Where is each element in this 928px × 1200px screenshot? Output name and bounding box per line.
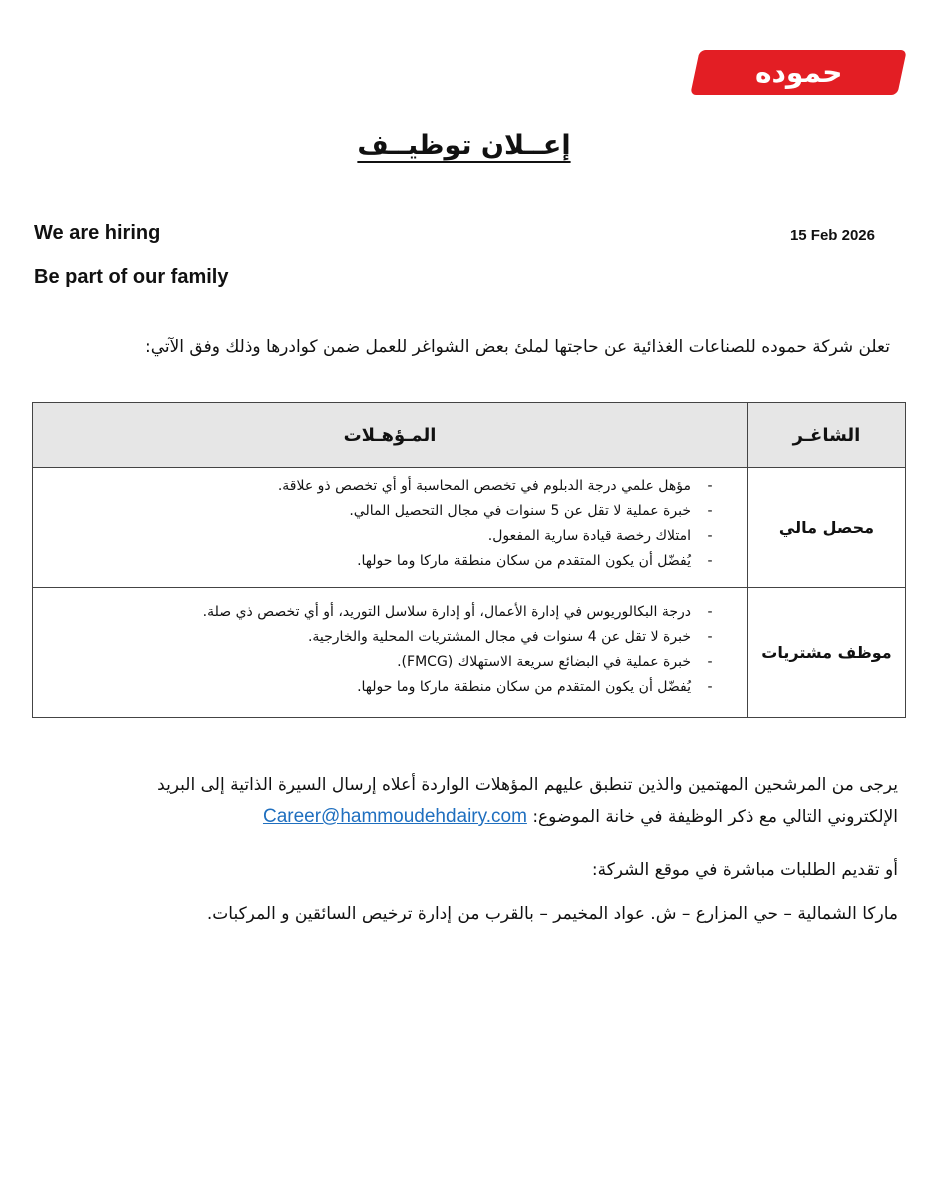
apply-line-2: الإلكتروني التالي مع ذكر الوظيفة في خانة الموضوع: Career@hammoudehdairy.com <box>262 806 898 827</box>
qualifications-list <box>43 474 729 574</box>
company-address: ماركا الشمالية – حي المزارع – ش. عواد المخيمر – بالقرب من إدارة ترخيص السائقين و المركبات. <box>206 904 898 924</box>
jobs-table <box>32 402 906 718</box>
table-row <box>33 588 906 718</box>
header-qualifications: المـؤهـلات <box>33 403 748 468</box>
apply-line-3: أو تقديم الطلبات مباشرة في موقع الشركة: <box>591 860 898 880</box>
position-title: موظف مشتريات <box>748 588 906 718</box>
intro-paragraph: تعلن شركة حموده للصناعات الغذائية عن حاجتها لملئ بعض الشواغر للعمل ضمن كوادرها وذلك وفق الآتي: <box>144 337 890 357</box>
company-logo <box>690 50 907 95</box>
list-item: -مؤهل علمي درجة الدبلوم في تخصص المحاسبة أو أي تخصص ذو علاقة. <box>277 478 713 494</box>
table-row <box>33 468 906 588</box>
table-header-row <box>33 403 906 468</box>
list-item: -امتلاك رخصة قيادة سارية المفعول. <box>487 528 713 544</box>
qualifications-cell <box>33 588 748 718</box>
qualifications-list <box>43 594 729 700</box>
position-title: محصل مالي <box>748 468 906 588</box>
logo-text: حموده <box>754 56 843 89</box>
hiring-heading: We are hiring <box>34 222 161 244</box>
list-item: -خبرة عملية لا تقل عن 5 سنوات في مجال التحصيل المالي. <box>349 503 713 519</box>
header-position: الشاغـر <box>748 403 906 468</box>
apply-line-1: يرجى من المرشحين المهتمين والذين تنطبق عليهم المؤهلات الواردة أعلاه إرسال السيرة الذاتية إلى البريد <box>157 775 898 795</box>
qualifications-cell <box>33 468 748 588</box>
list-item: -يُفضّل أن يكون المتقدم من سكان منطقة ماركا وما حولها. <box>357 553 713 569</box>
post-date: 15 Feb 2026 <box>789 227 875 244</box>
list-item: -خبرة عملية في البضائع سريعة الاستهلاك (FMCG). <box>397 654 713 670</box>
list-item: -درجة البكالوريوس في إدارة الأعمال، أو إدارة سلاسل التوريد، أو أي تخصص ذي صلة. <box>202 604 713 620</box>
page-title: إعــلان توظيــف <box>357 130 571 161</box>
email-link[interactable]: Career@hammoudehdairy.com <box>262 806 527 827</box>
family-tagline: Be part of our family <box>34 266 229 288</box>
list-item: -يُفضّل أن يكون المتقدم من سكان منطقة ماركا وما حولها. <box>357 679 713 695</box>
list-item: -خبرة لا تقل عن 4 سنوات في مجال المشتريات المحلية والخارجية. <box>307 629 713 645</box>
